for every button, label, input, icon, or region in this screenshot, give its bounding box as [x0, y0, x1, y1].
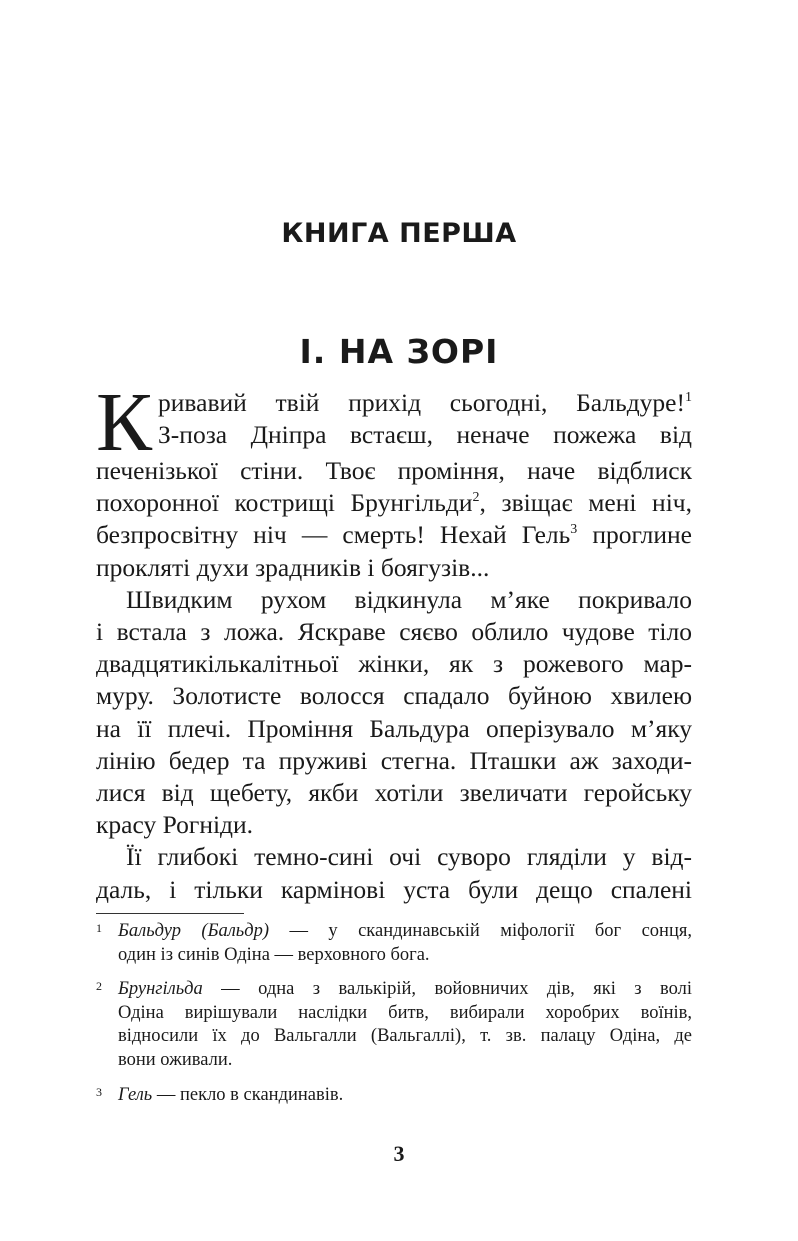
drop-cap: К: [96, 376, 153, 469]
footnote-line: [118, 978, 692, 1002]
text-line: [96, 387, 692, 419]
footnote-3: [96, 1084, 692, 1108]
text-line: прокляті духи зрадників і боягузів...: [96, 552, 490, 582]
text-line: печенізької стіни. Твоє проміння, наче відблиск: [96, 456, 692, 485]
footnote-line: один із синів Одіна — верховного бога.: [118, 944, 430, 965]
body-text: [96, 376, 692, 906]
footnote-2: [96, 978, 692, 1072]
footnote-line: відносили їх до Вальгалли (Вальгаллі), т. зв. палацу Одіна, де: [118, 1026, 692, 1047]
footnote-line: вони оживали.: [118, 1049, 233, 1070]
footnote-number: 3: [96, 1084, 102, 1099]
footnote-line: [118, 920, 692, 944]
text-fragment: ривавий твій прихід сьогодні, Бальдуре!: [158, 388, 685, 417]
text-fragment: проглине: [577, 520, 692, 550]
paragraph-3: [96, 841, 692, 905]
footnote-ref-3: 3: [570, 522, 578, 538]
text-line: муру. Золотисте волосся спадало буйною хвилею: [96, 681, 692, 711]
paragraph-1: [96, 376, 692, 584]
text-line: лінію бедер та пруживі стегна. Пташки аж заходи-: [96, 745, 692, 775]
footnote-line: Одіна вирішували наслідки битв, вибирали хоробрих воїнів,: [118, 1002, 692, 1023]
text-fragment: безпросвітну ніч — смерть! Нехай Гель: [96, 520, 571, 550]
text-line: на її плечі. Проміння Бальдура оперізувало м’яку: [96, 713, 692, 743]
text-line: красу Рогніди.: [96, 810, 254, 840]
footnote-line: [118, 1084, 692, 1108]
book-title: КНИГА ПЕРША: [281, 218, 517, 249]
footnote-number: 2: [96, 979, 102, 994]
text-line: Її глибокі темно-сині очі суворо гляділи у від-: [126, 842, 692, 872]
text-line: Швидким рухом відкинула м’яке покривало: [126, 584, 692, 614]
text-line: двадцятикількалітньої жінки, як з рожевого мар-: [96, 649, 692, 679]
text-line: і встала з ложа. Яскраве сяєво облило чудове тіло: [96, 617, 692, 647]
footnote-term: Брунгільда: [118, 979, 203, 1000]
footnote-ref-2: 2: [472, 490, 480, 506]
footnote-text: — пекло в скандинавів.: [152, 1084, 344, 1105]
text-line: лися від щебету, якби хотіли звеличати геройську: [96, 778, 692, 808]
text-line: даль, і тільки кармінові уста були дещо спалені: [96, 874, 692, 904]
footnote-text: — одна з валькірій, войовничих дів, які з волі: [202, 979, 692, 1000]
text-fragment: , звіщає мені ніч,: [479, 488, 692, 518]
footnote-ref-1: 1: [685, 390, 692, 405]
chapter-title: I. НА ЗОРІ: [299, 332, 499, 371]
footnotes: [96, 920, 692, 1118]
footnote-term: Гель: [118, 1084, 153, 1105]
paragraph-2: [96, 584, 692, 842]
text-line: [96, 519, 692, 551]
footnote-text: — у скандинавській міфології бог сонця,: [269, 921, 692, 941]
footnote-number: 1: [96, 921, 102, 935]
footnote-term: Бальдур (Бальдр): [118, 921, 269, 941]
footnote-divider: [96, 913, 244, 914]
text-line: З-поза Дніпра встаєш, неначе пожежа від: [158, 420, 692, 450]
page-number: 3: [393, 1141, 405, 1166]
text-fragment: похоронної кострищі Брунгільди: [96, 488, 473, 518]
footnote-1: [96, 920, 692, 967]
text-line: [96, 487, 692, 519]
